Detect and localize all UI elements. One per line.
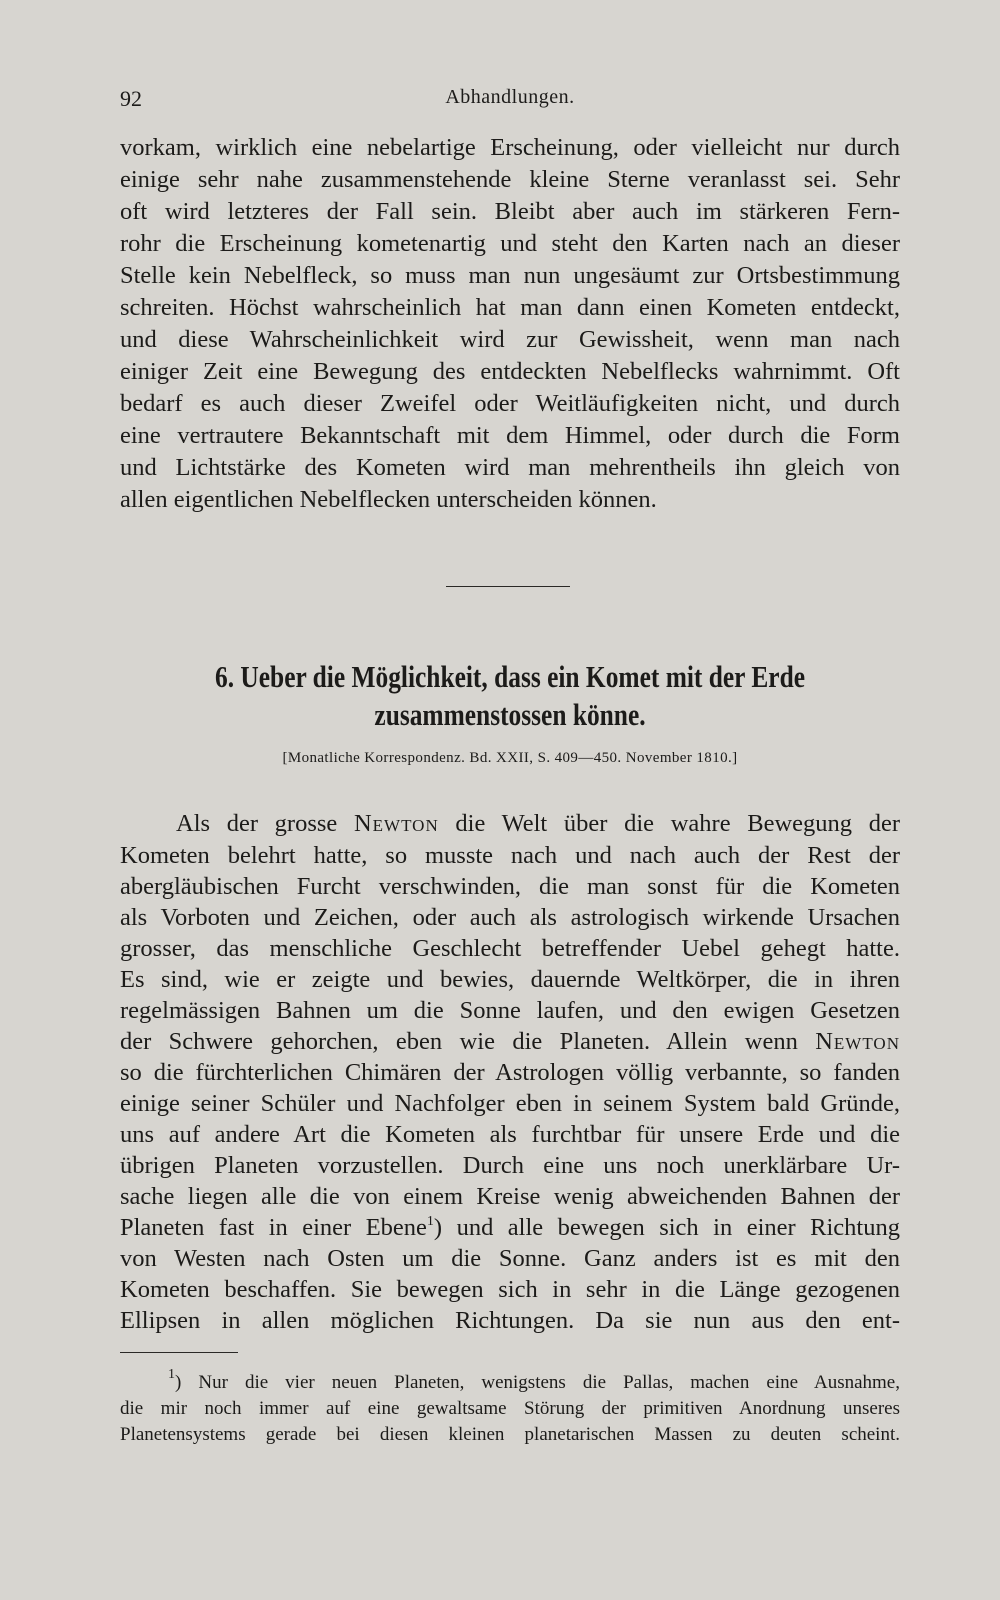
text-line: abergläubischen Furcht verschwinden, die man sonst für die Kometen [120,873,900,900]
page-header [120,86,900,116]
author-name: Newton [353,810,439,837]
text-fragment: die Welt über die wahre Bewegung der [455,810,901,837]
section-divider [446,586,570,587]
running-head: Abhandlungen. [445,86,575,108]
text-line: übrigen Planeten vorzustellen. Durch eine uns noch unerklärbare Ur- [120,1152,900,1179]
text-line: Ellipsen in allen möglichen Richtungen. Da sie nun aus den ent- [120,1307,900,1334]
text-line: allen eigentlichen Nebelflecken unterscheiden können. [120,486,657,513]
text-line: Kometen beschaffen. Sie bewegen sich in sehr in die Länge gezogenen [120,1276,900,1303]
text-line: bedarf es auch dieser Zweifel oder Weitläufigkeiten nicht, und durch [120,390,900,417]
footnote-divider [120,1352,238,1353]
text-line: einige sehr nahe zusammenstehende kleine Sterne veranlasst sei. Sehr [120,166,900,193]
text-line: regelmässigen Bahnen um die Sonne laufen, und den ewigen Gesetzen [120,997,900,1024]
text-line: uns auf andere Art die Kometen als furchtbar für unsere Erde und die [120,1121,900,1148]
text-fragment: Planeten fast in einer Ebene [120,1214,427,1241]
text-line: grosser, das menschliche Geschlecht betreffender Uebel gehegt hatte. [120,935,900,962]
footnote-marker: 1 [168,1367,175,1382]
text-line: von Westen nach Osten um die Sonne. Ganz anders ist es mit den [120,1245,900,1272]
page-number: 92 [120,86,142,111]
source-citation: [Monatliche Korrespondenz. Bd. XXII, S. 409—450. November 1810.] [282,750,738,766]
text-fragment: ) Nur die vier neuen Planeten, wenigstens die Pallas, machen eine Ausnahme, [175,1372,900,1393]
text-line: rohr die Erscheinung kometenartig und steht den Karten nach an dieser [120,230,900,257]
footnote-marker: 1 [426,1214,434,1229]
text-line: einige seiner Schüler und Nachfolger eben in seinem System bald Gründe, [120,1090,900,1117]
text-line [120,808,900,840]
text-line: vorkam, wirklich eine nebelartige Erscheinung, oder vielleicht nur durch [120,134,900,161]
text-line [120,1212,900,1244]
footnote-line: Planetensystems gerade bei diesen kleinen planetarischen Massen zu deuten scheint. [120,1424,900,1445]
article-title-continued: zusammenstossen könne. [374,697,646,732]
footnote-line: die mir noch immer auf eine gewaltsame Störung der primitiven Anordnung unseres [120,1398,900,1419]
article-title: 6. Ueber die Möglichkeit, dass ein Komet mit der Erde [214,659,806,694]
text-fragment: der Schwere gehorchen, eben wie die Planeten. Allein wenn [120,1028,798,1055]
footnote-line [120,1367,900,1396]
text-line: Es sind, wie er zeigte und bewies, dauernde Weltkörper, die in ihren [120,966,900,993]
text-line: Stelle kein Nebelfleck, so muss man nun ungesäumt zur Ortsbestimmung [120,262,900,289]
text-line: einiger Zeit eine Bewegung des entdeckten Nebelflecks wahrnimmt. Oft [120,358,900,385]
text-fragment: Als der grosse [176,810,338,837]
text-line: sache liegen alle die von einem Kreise wenig abweichenden Bahnen der [120,1183,900,1210]
text-line: so die fürchterlichen Chimären der Astrologen völlig verbannte, so fanden [120,1059,900,1086]
text-line: als Vorboten und Zeichen, oder auch als astrologisch wirkende Ursachen [120,904,900,931]
text-line: schreiten. Höchst wahrscheinlich hat man dann einen Kometen entdeckt, [120,294,900,321]
text-line: und diese Wahrscheinlichkeit wird zur Gewissheit, wenn man nach [120,326,900,353]
text-line: oft wird letzteres der Fall sein. Bleibt aber auch im stärkeren Fern- [120,198,900,225]
text-line: Kometen belehrt hatte, so musste nach und nach auch der Rest der [120,842,900,869]
text-line: eine vertrautere Bekanntschaft mit dem Himmel, oder durch die Form [120,422,900,449]
text-fragment: ) und alle bewegen sich in einer Richtung [433,1214,900,1241]
author-name: Newton [815,1028,900,1055]
text-line [120,1026,900,1058]
text-line: und Lichtstärke des Kometen wird man mehrentheils ihn gleich von [120,454,900,481]
